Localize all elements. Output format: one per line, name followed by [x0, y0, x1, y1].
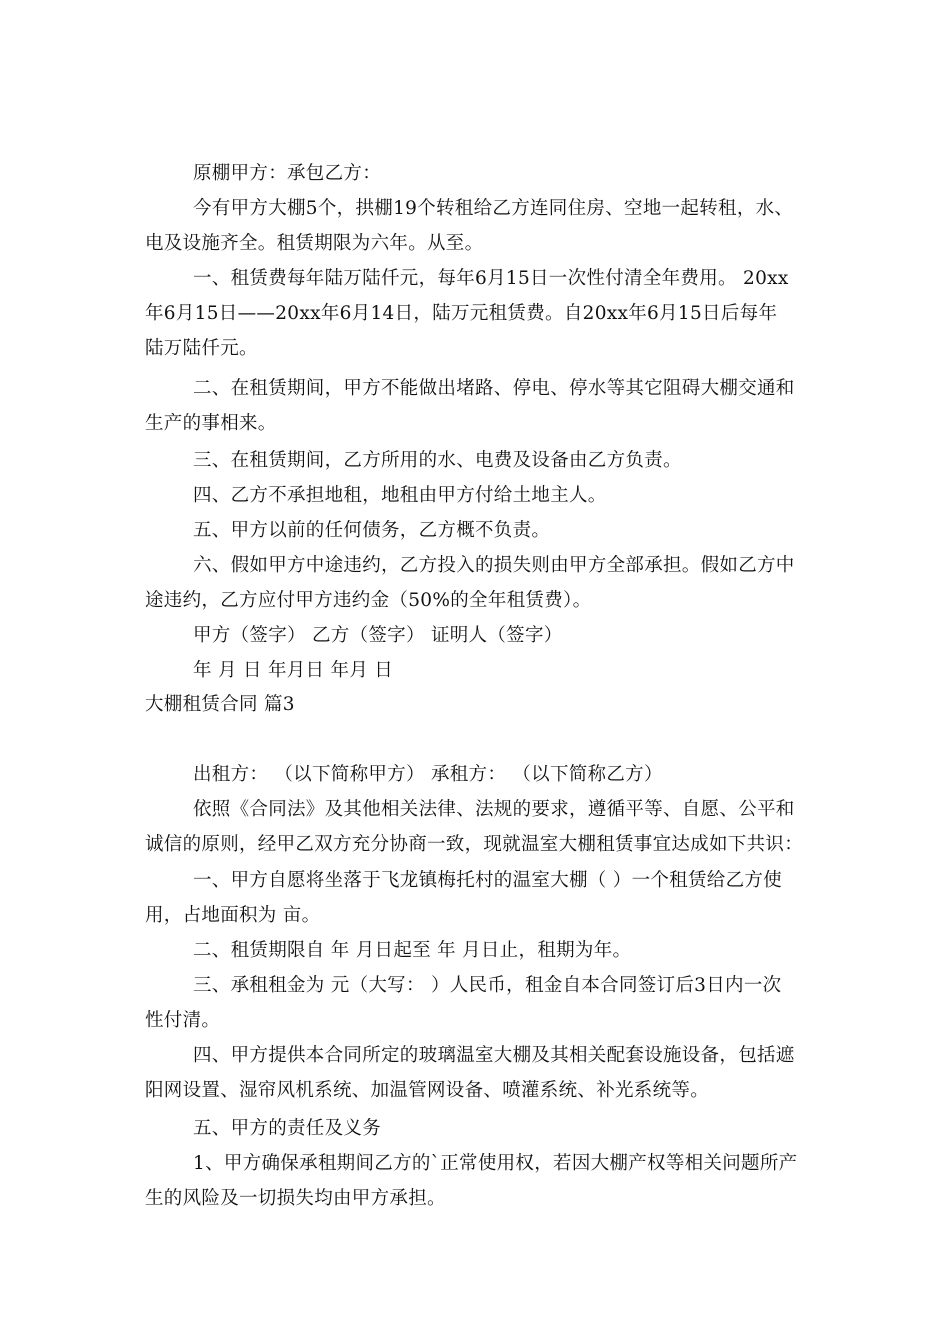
p3-clause1-line-1: 一、甲方自愿将坐落于飞龙镇梅托村的温室大棚（ ）一个租赁给乙方使: [193, 870, 782, 891]
p3-item1-line-1: 1、甲方确保承租期间乙方的`正常使用权，若因大棚产权等相关问题所产: [193, 1153, 798, 1174]
lessor-lessee-line: 出租方： （以下简称甲方） 承租方： （以下简称乙方）: [193, 764, 663, 785]
p3-clause3-line-2: 性付清。: [145, 1010, 221, 1031]
clause1-line-1: 一、租赁费每年陆万陆仟元，每年6月15日一次性付清全年费用。 20xx: [193, 268, 789, 289]
p3-clause2-line: 二、租赁期限自 年 月日起至 年 月日止，租期为年。: [193, 940, 632, 961]
basis-line-2: 诚信的原则，经甲乙双方充分协商一致，现就温室大棚租赁事宜达成如下共识：: [145, 834, 804, 855]
clause2-line-1: 二、在租赁期间，甲方不能做出堵路、停电、停水等其它阻碍大棚交通和: [193, 378, 795, 399]
basis-line-1: 依照《合同法》及其他相关法律、法规的要求，遵循平等、自愿、公平和: [193, 799, 795, 820]
p3-clause5-line: 五、甲方的责任及义务: [193, 1118, 382, 1139]
p3-item1-line-2: 生的风险及一切损失均由甲方承担。: [145, 1188, 446, 1209]
clause1-line-3: 陆万陆仟元。: [145, 338, 258, 359]
clause3-line: 三、在租赁期间，乙方所用的水、电费及设备由乙方负责。: [193, 450, 682, 471]
signatures-line: 甲方（签字） 乙方（签字） 证明人（签字）: [193, 625, 563, 646]
clause6-line-2: 途违约，乙方应付甲方违约金（50%的全年租赁费）。: [145, 590, 592, 611]
clause6-line-1: 六、假如甲方中途违约，乙方投入的损失则由甲方全部承担。假如乙方中: [193, 555, 795, 576]
p3-clause1-line-2: 用，占地面积为 亩。: [145, 905, 321, 926]
clause4-line: 四、乙方不承担地租，地租由甲方付给土地主人。: [193, 485, 607, 506]
intro-line-1: 今有甲方大棚5个，拱棚19个转租给乙方连同住房、空地一起转租，水、: [193, 198, 794, 219]
p3-clause4-line-2: 阳网设置、湿帘风机系统、加温管网设备、喷灌系统、补光系统等。: [145, 1080, 710, 1101]
clause5-line: 五、甲方以前的任何债务，乙方概不负责。: [193, 520, 551, 541]
clause1-line-2: 年6月15日——20xx年6月14日，陆万元租赁费。自20xx年6月15日后每年: [145, 303, 778, 324]
p3-clause4-line-1: 四、甲方提供本合同所定的玻璃温室大棚及其相关配套设施设备，包括遮: [193, 1045, 795, 1066]
dates-line: 年 月 日 年月日 年月 日: [193, 660, 394, 681]
clause2-line-2: 生产的事相来。: [145, 413, 277, 434]
section-heading: 大棚租赁合同 篇3: [145, 694, 295, 715]
intro-line-2: 电及设施齐全。租赁期限为六年。从至。: [145, 233, 484, 254]
p3-clause3-line-1: 三、承租租金为 元（大写： ）人民币，租金自本合同签订后3日内一次: [193, 975, 782, 996]
parties-line: 原棚甲方：承包乙方：: [193, 163, 382, 184]
